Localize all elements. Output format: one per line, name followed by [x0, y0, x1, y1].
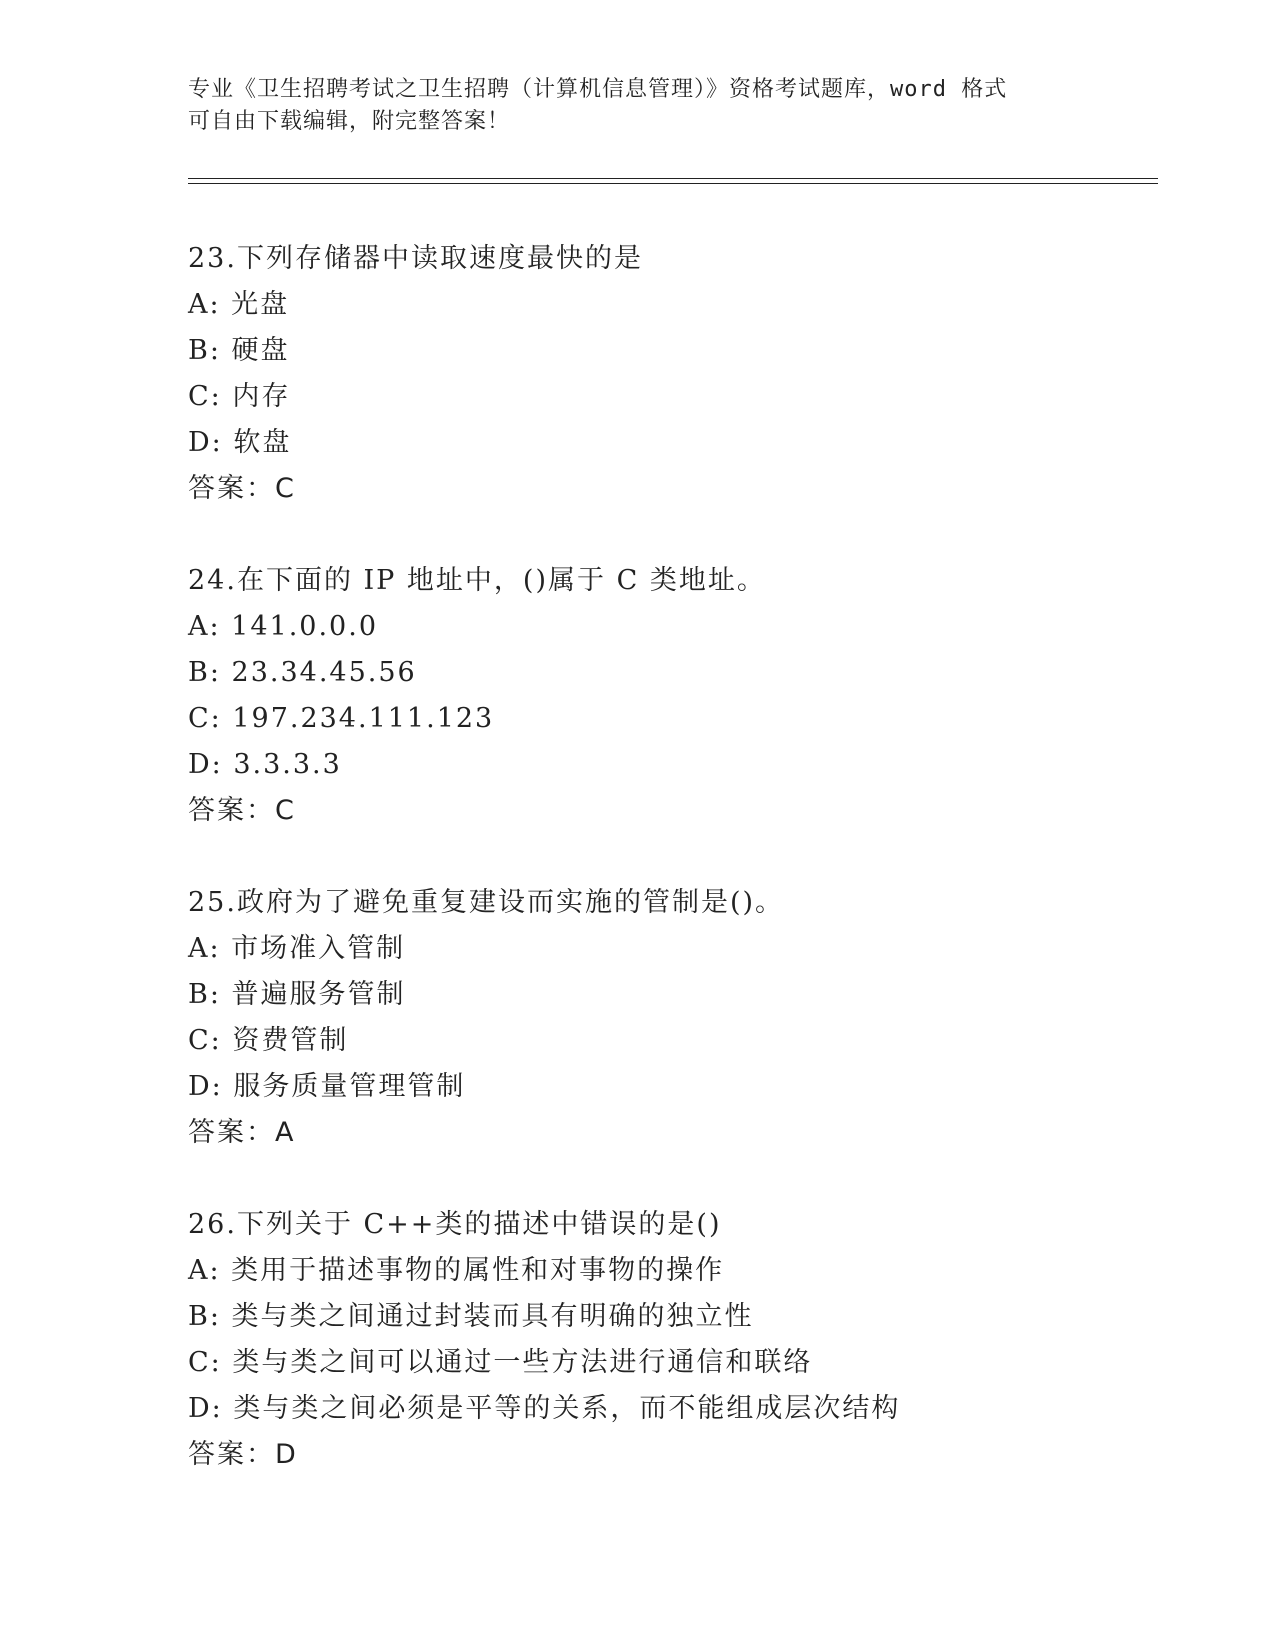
question-list — [188, 236, 1188, 1524]
option-d: D: 服务质量管理管制 — [188, 1071, 466, 1102]
option-b: B: 类与类之间通过封装而具有明确的独立性 — [188, 1301, 754, 1332]
question-25 — [188, 880, 1188, 1156]
option-c: C: 内存 — [188, 381, 291, 412]
header-line-1: 专业《卫生招聘考试之卫生招聘（计算机信息管理）》资格考试题库，word 格式 — [188, 77, 1008, 102]
header-divider-bottom — [188, 183, 1158, 184]
option-a: A: 类用于描述事物的属性和对事物的操作 — [188, 1255, 725, 1286]
document-header — [188, 74, 1088, 138]
option-a: A: 光盘 — [188, 289, 290, 320]
answer-line: 答案：D — [188, 1439, 298, 1470]
option-a: A: 市场准入管制 — [188, 933, 406, 964]
answer-line: 答案：C — [188, 795, 296, 826]
option-c: C: 197.234.111.123 — [188, 703, 495, 734]
option-d: D: 3.3.3.3 — [188, 749, 342, 780]
question-24 — [188, 558, 1188, 834]
question-stem: 23.下列存储器中读取速度最快的是 — [188, 243, 643, 274]
option-b: B: 23.34.45.56 — [188, 657, 417, 688]
question-stem: 24.在下面的 IP 地址中，()属于 C 类地址。 — [188, 565, 766, 596]
answer-line: 答案：A — [188, 1117, 296, 1148]
answer-line: 答案：C — [188, 473, 296, 504]
option-c: C: 类与类之间可以通过一些方法进行通信和联络 — [188, 1347, 813, 1378]
question-stem: 25.政府为了避免重复建设而实施的管制是()。 — [188, 887, 785, 918]
header-divider-top — [188, 178, 1158, 179]
question-23 — [188, 236, 1188, 512]
question-stem: 26.下列关于 C++类的描述中错误的是() — [188, 1209, 722, 1240]
option-d: D: 类与类之间必须是平等的关系，而不能组成层次结构 — [188, 1393, 901, 1424]
option-d: D: 软盘 — [188, 427, 292, 458]
option-c: C: 资费管制 — [188, 1025, 349, 1056]
question-26 — [188, 1202, 1188, 1478]
option-a: A: 141.0.0.0 — [188, 611, 378, 642]
option-b: B: 硬盘 — [188, 335, 290, 366]
header-line-2: 可自由下载编辑，附完整答案！ — [188, 109, 511, 134]
option-b: B: 普遍服务管制 — [188, 979, 406, 1010]
